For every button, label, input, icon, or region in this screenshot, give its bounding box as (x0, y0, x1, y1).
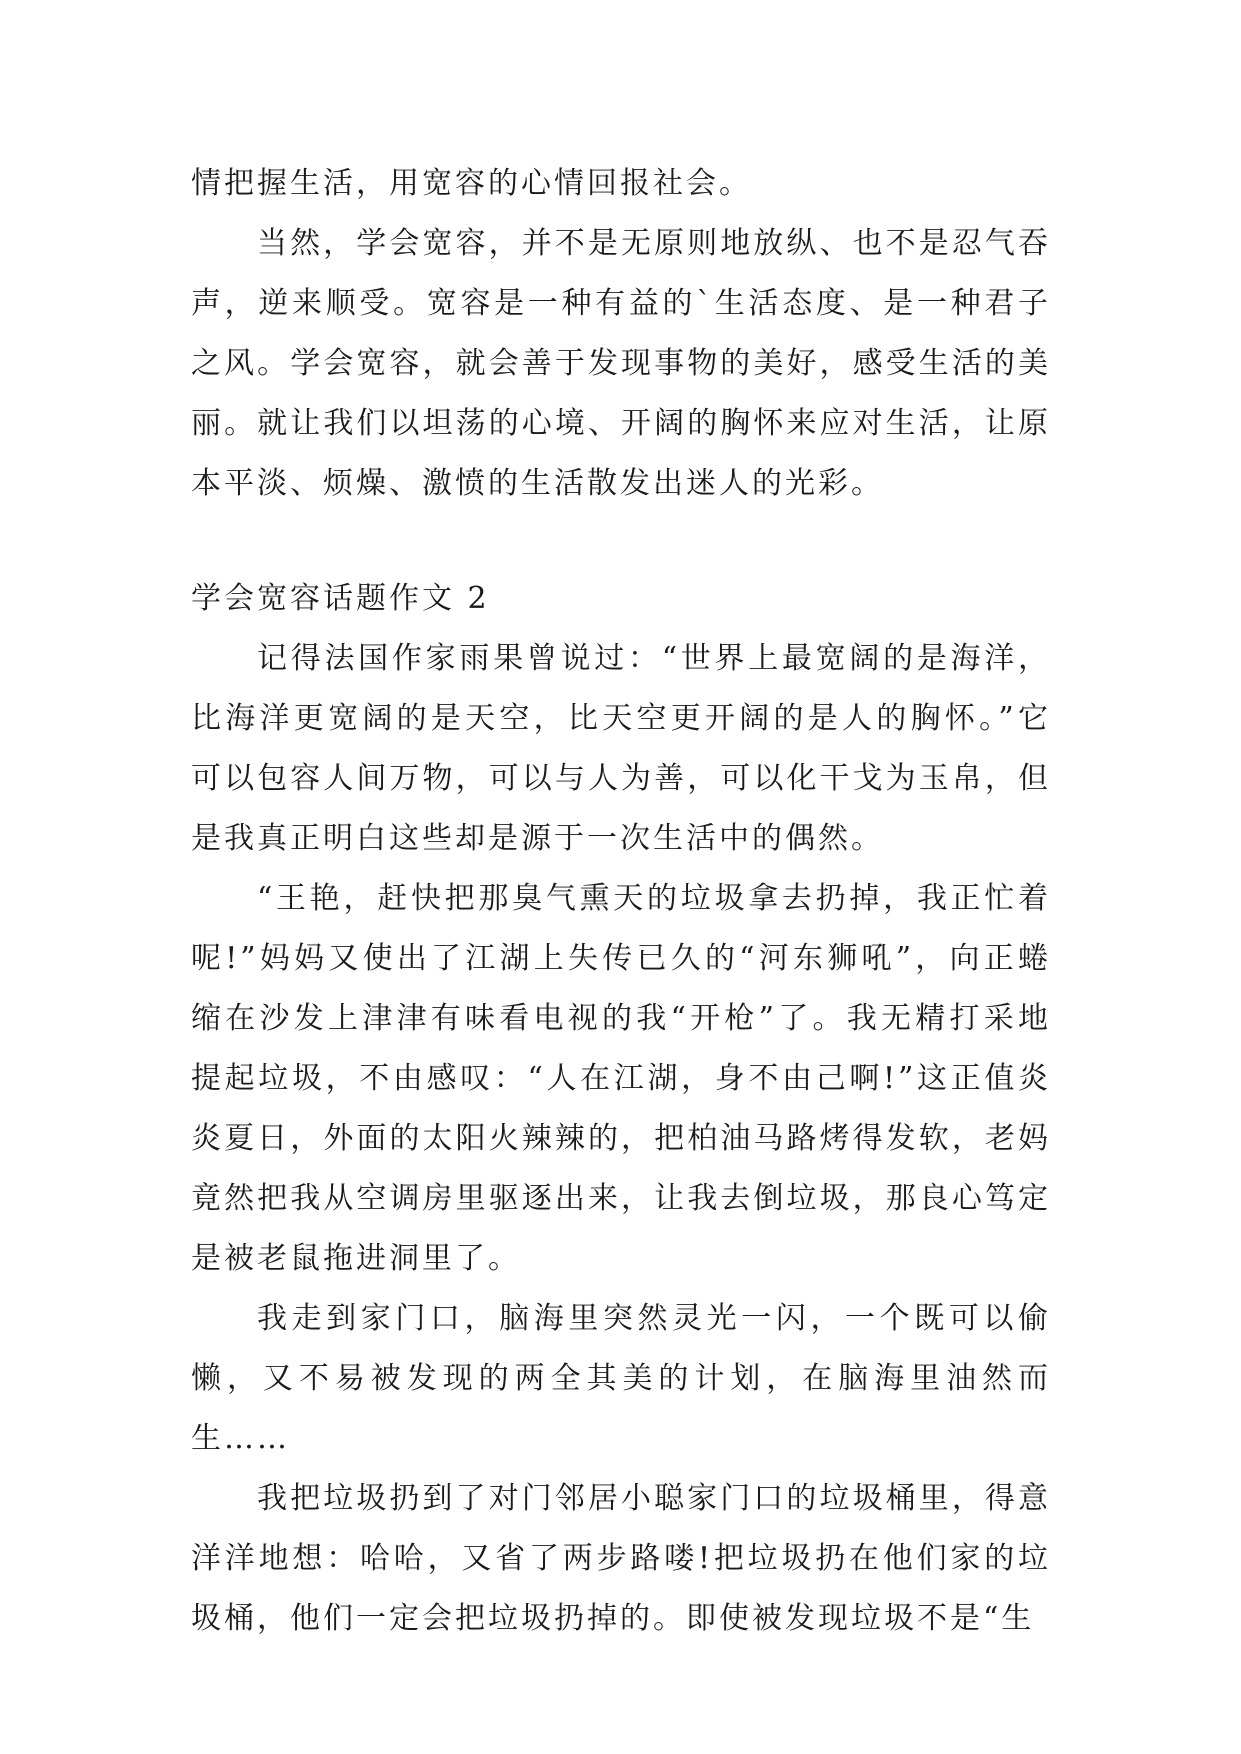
essay-heading: 学会宽容话题作文 2 (191, 581, 490, 616)
paragraph: 记得法国作家雨果曾说过：“世界上最宽阔的是海洋，比海洋更宽阔的是天空，比天空更开阔的是人的胸怀。”它可以包容人间万物，可以与人为善，可以化干戈为玉帛，但是我真正明白这些却是源于一次生活中的偶然。 (191, 641, 1051, 856)
paragraph: 当然，学会宽容，并不是无原则地放纵、也不是忍气吞声，逆来顺受。宽容是一种有益的`生活态度、是一种君子之风。学会宽容，就会善于发现事物的美好，感受生活的美丽。就让我们以坦荡的心境、开阔的胸怀来应对生活，让原本平淡、烦燥、激愤的生活散发出迷人的光彩。 (191, 226, 1051, 501)
section-2 (191, 569, 1051, 1649)
paragraph: “王艳，赶快把那臭气熏天的垃圾拿去扔掉，我正忙着呢!”妈妈又使出了江湖上失传已久的“河东狮吼”，向正蜷缩在沙发上津津有味看电视的我“开枪”了。我无精打采地提起垃圾，不由感叹：“人在江湖，身不由己啊!”这正值炎炎夏日，外面的太阳火辣辣的，把柏油马路烤得发软，老妈竟然把我从空调房里驱逐出来，让我去倒垃圾，那良心笃定是被老鼠拖进洞里了。 (191, 881, 1051, 1276)
section-1 (191, 154, 1051, 514)
paragraph: 我把垃圾扔到了对门邻居小聪家门口的垃圾桶里，得意洋洋地想：哈哈，又省了两步路喽!把垃圾扔在他们家的垃圾桶，他们一定会把垃圾扔掉的。即使被发现垃圾不是“生 (191, 1481, 1051, 1636)
paragraph-continued: 情把握生活，用宽容的心情回报社会。 (191, 166, 752, 201)
paragraph: 我走到家门口，脑海里突然灵光一闪，一个既可以偷懒，又不易被发现的两全其美的计划，在脑海里油然而生…… (191, 1301, 1051, 1456)
